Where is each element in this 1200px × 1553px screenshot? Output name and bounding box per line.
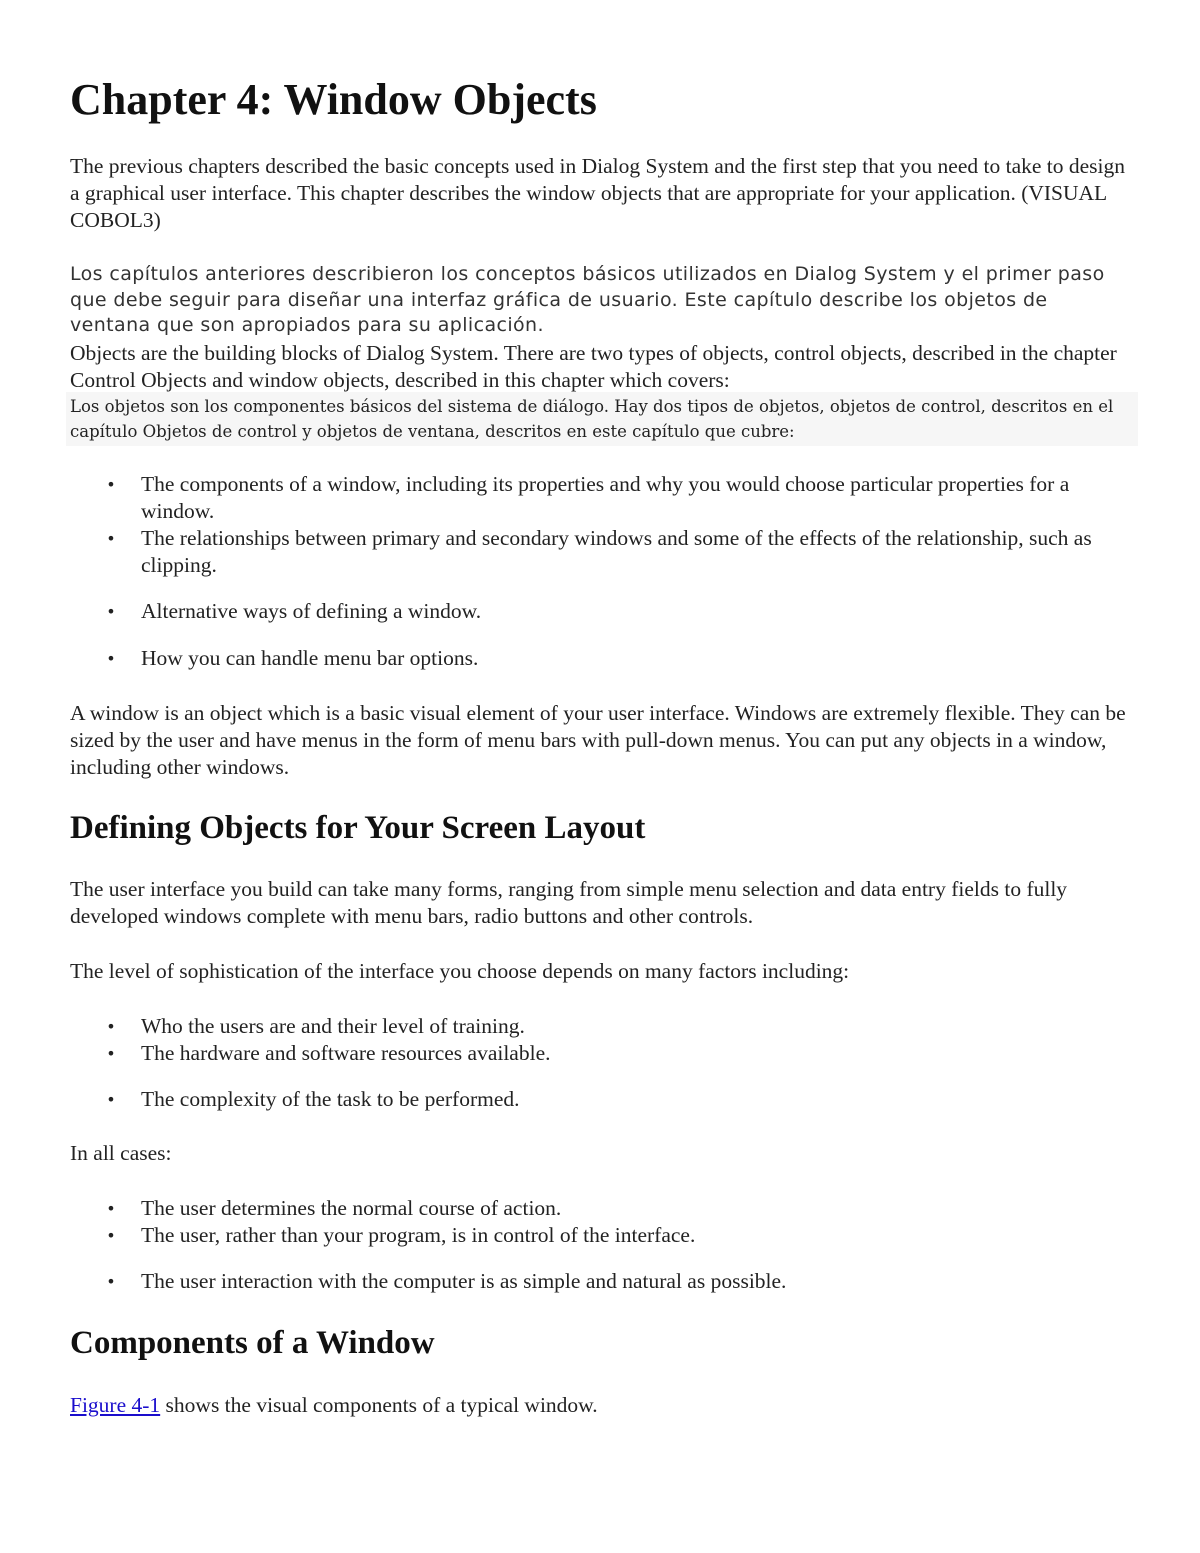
- list-item-text: Who the users are and their level of training.: [141, 1014, 525, 1038]
- bullet-icon: •: [106, 1226, 116, 1245]
- window-definition-paragraph: A window is an object which is a basic visual element of your user interface. Windows are extremely flexible. They can be sized by the user and have menus in the form of menu bars with pull-down menus. You can put any objects in a window, including other windows.: [70, 701, 1126, 779]
- list-item-text: The user determines the normal course of action.: [141, 1196, 562, 1220]
- covers-list: [70, 471, 1132, 672]
- bullet-icon: •: [106, 1044, 116, 1063]
- ui-forms-paragraph: The user interface you build can take many forms, ranging from simple menu selection and data entry fields to fully developed windows complete with menu bars, radio buttons and other controls.: [70, 877, 1068, 928]
- list-item: [70, 525, 1132, 579]
- bullet-icon: •: [106, 602, 116, 621]
- list-item-text: The components of a window, including its properties and why you would choose particular properties for a window.: [141, 472, 1070, 523]
- list-item: [70, 1040, 1132, 1067]
- intro-paragraph-en: The previous chapters described the basic concepts used in Dialog System and the first step that you need to take to design a graphical user interface. This chapter describes the window objects that are appropriate for your application. (VISUAL COBOL3): [70, 154, 1126, 232]
- bullet-icon: •: [106, 1199, 116, 1218]
- bullet-icon: •: [106, 475, 116, 494]
- cases-list: [70, 1195, 1132, 1295]
- section-heading-defining-objects: Defining Objects for Your Screen Layout: [70, 810, 646, 846]
- sophistication-paragraph: The level of sophistication of the interface you choose depends on many factors including:: [70, 959, 850, 983]
- list-item-text: The relationships between primary and secondary windows and some of the effects of the relationship, such as clipping.: [141, 526, 1092, 577]
- factors-list: [70, 1013, 1132, 1113]
- list-item: [70, 1086, 1132, 1113]
- figure-4-1-link[interactable]: Figure 4-1: [70, 1393, 161, 1417]
- list-item: [70, 1268, 1132, 1295]
- chapter-title: Chapter 4: Window Objects: [70, 75, 597, 124]
- list-item: [70, 1222, 1132, 1249]
- list-item: [70, 645, 1132, 672]
- list-item-text: How you can handle menu bar options.: [141, 646, 479, 670]
- intro-paragraph-es: Los capítulos anteriores describieron los conceptos básicos utilizados en Dialog System y el primer paso que debe seguir para diseñar una interfaz gráfica de usuario. Este capítulo describe los objetos de ventana que son apropiados para su aplicación.: [70, 263, 1105, 336]
- section-heading-components: Components of a Window: [70, 1325, 435, 1361]
- figure-reference-paragraph: [70, 1392, 1132, 1419]
- all-cases-label: In all cases:: [70, 1141, 172, 1165]
- list-item-text: The user, rather than your program, is in control of the interface.: [141, 1223, 696, 1247]
- bullet-icon: •: [106, 1017, 116, 1036]
- bullet-icon: •: [106, 1090, 116, 1109]
- list-item: [70, 598, 1132, 625]
- list-item-text: The complexity of the task to be performed.: [141, 1087, 520, 1111]
- objects-paragraph-es: Los objetos son los componentes básicos del sistema de diálogo. Hay dos tipos de objetos, objetos de control, descritos en el capítulo Objetos de control y objetos de ventana, descritos en este capítulo que cubre:: [66, 392, 1138, 446]
- bullet-icon: •: [106, 1272, 116, 1291]
- list-item: [70, 1013, 1132, 1040]
- list-item-text: Alternative ways of defining a window.: [141, 599, 482, 623]
- list-item-text: The user interaction with the computer is as simple and natural as possible.: [141, 1269, 787, 1293]
- list-item: [70, 471, 1132, 525]
- list-item-text: The hardware and software resources available.: [141, 1041, 551, 1065]
- objects-paragraph-en: Objects are the building blocks of Dialog System. There are two types of objects, control objects, described in the chapter Control Objects and window objects, described in this chapter which covers:: [70, 341, 1117, 392]
- bullet-icon: •: [106, 529, 116, 548]
- figure-reference-text: shows the visual components of a typical window.: [160, 1393, 598, 1417]
- bullet-icon: •: [106, 649, 116, 668]
- list-item: [70, 1195, 1132, 1222]
